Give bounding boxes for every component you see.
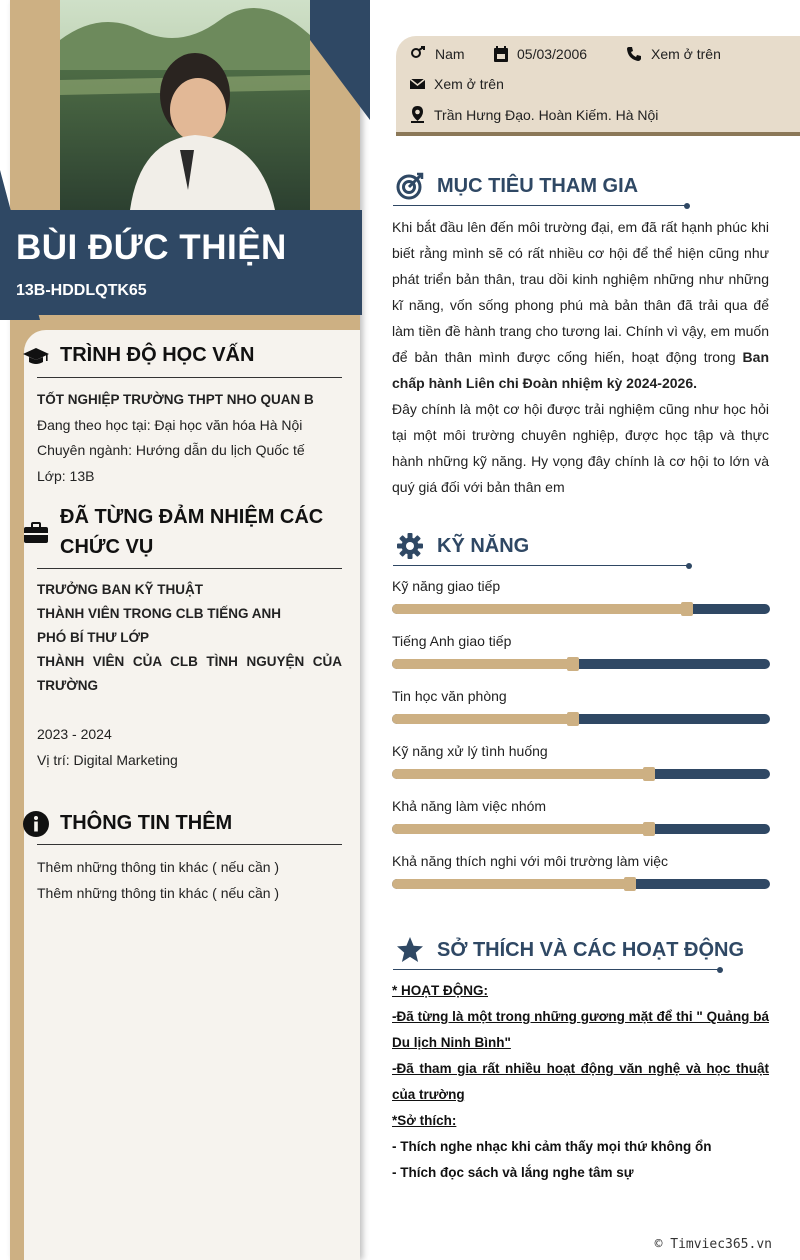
objective-paragraph-1-bold: Ban chấp hành Liên chi Đoàn nhiệm kỳ 2024-2026.	[392, 349, 769, 391]
position-item: TRƯỞNG BAN KỸ THUẬT	[37, 582, 203, 597]
skill-progress-fill	[392, 659, 573, 669]
contact-birthdate	[494, 46, 587, 62]
address-value: Trần Hưng Đạo. Hoàn Kiếm. Hà Nội	[434, 106, 659, 123]
candidate-name: BÙI ĐỨC THIỆN	[16, 228, 287, 267]
contact-gender	[410, 46, 465, 62]
gender-icon	[410, 46, 426, 62]
skills-title: KỸ NĂNG	[437, 534, 530, 557]
hobbies-body	[392, 978, 769, 1186]
info-icon	[22, 810, 50, 838]
extra-info-title: THÔNG TIN THÊM	[60, 812, 233, 834]
divider	[37, 844, 342, 845]
divider	[37, 568, 342, 569]
objective-paragraph-1: Khi bắt đầu lên đến môi trường đại, em đã rất hạnh phúc khi biết rằng mình sẽ có rất nhiều cơ hội để thể hiện cũng như phát triển bản thân, trau dồi kinh nghiệm những như những kĩ năng, vốn sống phong phú mà bản thân đã trải qua để làm tiền đề hành trang cho tương lai. Chính vì vậy, em muốn để bản thân mình được cống hiến, hoạt động trong	[392, 219, 769, 365]
email-value: Xem ở trên	[434, 76, 504, 92]
skill-progress-fill	[392, 879, 630, 889]
skill-progress-bar	[392, 714, 770, 724]
positions-heading	[22, 502, 342, 562]
skill-progress-bar	[392, 879, 770, 889]
activity-item: -Đã từng là một trong những gương mặt để thi " Quảng bá Du lịch Ninh Bình"	[392, 1009, 769, 1050]
hobby-item: - Thích đọc sách và lắng nghe tâm sự	[392, 1165, 634, 1180]
education-title: TRÌNH ĐỘ HỌC VẤN	[60, 344, 255, 366]
hobby-heading: *Sở thích:	[392, 1113, 457, 1128]
extra-info-line: Thêm những thông tin khác ( nếu cần )	[37, 884, 280, 901]
skill-progress-bar	[392, 659, 770, 669]
education-details	[37, 387, 342, 489]
skill-progress-handle	[567, 657, 579, 671]
skills-heading	[396, 532, 529, 560]
email-icon	[410, 77, 425, 91]
skill-progress-handle	[567, 712, 579, 726]
skill-progress-fill	[392, 714, 573, 724]
skill-progress-fill	[392, 604, 687, 614]
position-item: THÀNH VIÊN TRONG CLB TIẾNG ANH	[37, 606, 281, 621]
divider	[37, 377, 342, 378]
candidate-code: 13B-HDDLQTK65	[16, 282, 147, 299]
activity-item: -Đã tham gia rất nhiều hoạt động văn nghệ và học thuật của trường	[392, 1061, 769, 1102]
skill-progress-bar	[392, 604, 770, 614]
skill-progress-handle	[681, 602, 693, 616]
footer-credit: © Timviec365.vn	[654, 1237, 772, 1252]
divider	[393, 969, 720, 970]
objective-paragraph-2: Đây chính là một cơ hội được trải nghiệm cũng như học hỏi tại một môi trường chuyên nghiệp, được học tập và thực hành những kỹ năng. Hy vọng đây chính là cơ hội to lớn và quý giá đối với bản thân em	[392, 401, 769, 495]
profile-photo	[60, 0, 310, 210]
hobbies-title: SỞ THÍCH VÀ CÁC HOẠT ĐỘNG	[437, 938, 745, 961]
objective-heading	[396, 172, 638, 200]
contact-phone	[626, 46, 721, 62]
position-period: 2023 - 2024	[37, 726, 112, 742]
skill-progress-handle	[643, 767, 655, 781]
extra-info-heading	[22, 808, 342, 838]
skill-label: Tiếng Anh giao tiếp	[392, 633, 512, 649]
contact-address	[410, 106, 658, 123]
skill-label: Tin học văn phòng	[392, 688, 507, 704]
position-item: THÀNH VIÊN CỦA CLB TÌNH NGUYỆN CỦA TRƯỜNG	[37, 654, 342, 693]
skill-progress-fill	[392, 824, 649, 834]
education-studying: Đang theo học tại: Đại học văn hóa Hà Nội	[37, 416, 303, 433]
positions-title-line1: ĐÃ TỪNG ĐẢM NHIỆM CÁC	[60, 506, 324, 528]
skill-label: Khả năng làm việc nhóm	[392, 798, 547, 814]
skill-progress-fill	[392, 769, 649, 779]
target-icon	[396, 172, 424, 200]
graduation-cap-icon	[22, 342, 50, 370]
education-major: Chuyên ngành: Hướng dẫn du lịch Quốc tế	[37, 442, 305, 458]
gender-value: Nam	[435, 46, 465, 62]
skill-progress-handle	[643, 822, 655, 836]
hobby-item: - Thích nghe nhạc khi cảm thấy mọi thứ không ổn	[392, 1139, 712, 1154]
position-item: PHÓ BÍ THƯ LỚP	[37, 630, 149, 645]
birthdate-value: 05/03/2006	[517, 46, 588, 62]
position-role: Vị trí: Digital Marketing	[37, 751, 178, 768]
calendar-icon	[494, 46, 508, 62]
divider	[393, 205, 687, 206]
education-school: TỐT NGHIỆP TRƯỜNG THPT NHO QUAN B	[37, 392, 314, 407]
skill-progress-bar	[392, 824, 770, 834]
activities-heading: * HOẠT ĐỘNG:	[392, 983, 488, 998]
skill-label: Khả năng thích nghi với môi trường làm việc	[392, 853, 668, 869]
divider	[393, 565, 689, 566]
education-heading	[22, 340, 342, 370]
phone-icon	[626, 46, 642, 62]
location-pin-icon	[410, 106, 425, 123]
skill-progress-bar	[392, 769, 770, 779]
name-banner	[10, 210, 362, 315]
skill-label: Kỹ năng xử lý tình huống	[392, 743, 548, 759]
objective-body	[392, 214, 769, 500]
skill-label: Kỹ năng giao tiếp	[392, 578, 501, 594]
contact-email	[410, 76, 504, 92]
extra-info-line: Thêm những thông tin khác ( nếu cần )	[37, 859, 280, 875]
phone-value: Xem ở trên	[651, 46, 721, 62]
positions-title-line2: CHỨC VỤ	[60, 536, 154, 558]
education-class: Lớp: 13B	[37, 467, 95, 484]
briefcase-icon	[22, 519, 50, 547]
gear-icon	[396, 532, 424, 560]
objective-title: MỤC TIÊU THAM GIA	[437, 174, 639, 197]
hobbies-heading	[396, 936, 744, 964]
positions-list	[37, 578, 342, 698]
skill-progress-handle	[624, 877, 636, 891]
star-icon	[396, 936, 424, 964]
position-period-block	[37, 722, 342, 773]
extra-info-lines	[37, 855, 342, 906]
